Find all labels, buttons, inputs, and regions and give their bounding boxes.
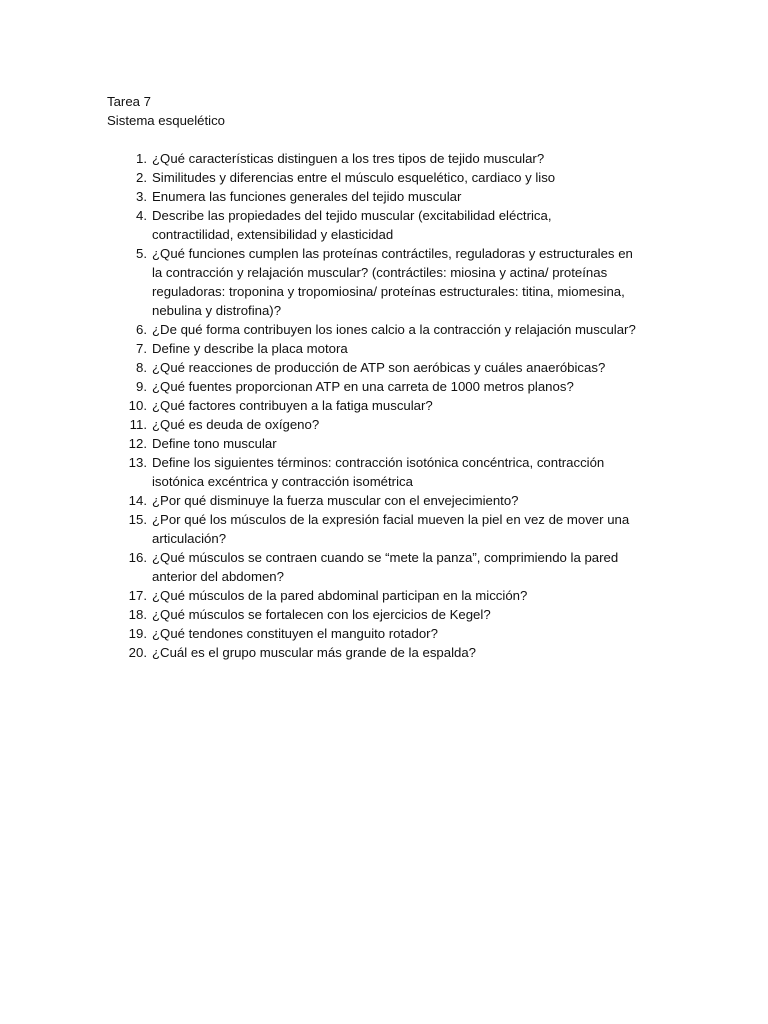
question-text: ¿Qué reacciones de producción de ATP son aeróbicas y cuáles anaeróbicas? (152, 360, 606, 375)
question-item (107, 377, 667, 396)
question-text-line: la contracción y relajación muscular? (contráctiles: miosina y actina/ proteínas (152, 265, 608, 280)
question-item (107, 320, 667, 339)
question-number: 9. (136, 379, 147, 394)
question-text-line: Describe las propiedades del tejido muscular (excitabilidad eléctrica, (152, 208, 552, 223)
question-text: ¿Qué fuentes proporcionan ATP en una carreta de 1000 metros planos? (152, 379, 574, 394)
question-item (107, 643, 667, 662)
question-text: ¿Por qué disminuye la fuerza muscular con el envejecimiento? (152, 493, 519, 508)
question-item (107, 434, 667, 453)
question-text-line: nebulina y distrofina)? (152, 303, 282, 318)
question-number: 18. (128, 607, 147, 622)
document-header (107, 92, 225, 130)
question-number: 4. (136, 208, 147, 223)
question-list (107, 149, 667, 662)
question-item (107, 510, 667, 548)
question-item (107, 415, 667, 434)
question-item (107, 244, 667, 320)
question-item (107, 491, 667, 510)
document-subtitle: Sistema esquelético (107, 113, 226, 128)
question-text-line: ¿Qué funciones cumplen las proteínas contráctiles, reguladoras y estructurales en (152, 246, 633, 261)
question-number: 11. (129, 417, 147, 432)
question-number: 12. (128, 436, 147, 451)
question-item (107, 149, 667, 168)
question-text: Define tono muscular (152, 436, 277, 451)
question-text-line: Define los siguientes términos: contracción isotónica concéntrica, contracción (152, 455, 605, 470)
question-text: Define y describe la placa motora (152, 341, 348, 356)
question-text-line: ¿Por qué los músculos de la expresión facial mueven la piel en vez de mover una (152, 512, 630, 527)
question-text-line: articulación? (152, 531, 227, 546)
question-number: 2. (136, 170, 147, 185)
document-title: Tarea 7 (107, 94, 151, 109)
question-text: Enumera las funciones generales del tejido muscular (152, 189, 462, 204)
question-item (107, 339, 667, 358)
question-item (107, 453, 667, 491)
question-text-line: contractilidad, extensibilidad y elasticidad (152, 227, 394, 242)
question-item (107, 548, 667, 586)
question-text: ¿Qué es deuda de oxígeno? (152, 417, 320, 432)
question-number: 16. (128, 550, 147, 565)
question-item (107, 187, 667, 206)
question-number: 10. (128, 398, 147, 413)
question-item (107, 586, 667, 605)
question-text: ¿Qué factores contribuyen a la fatiga muscular? (152, 398, 433, 413)
question-text-line: isotónica excéntrica y contracción isométrica (152, 474, 413, 489)
question-number: 6. (136, 322, 147, 337)
question-item (107, 206, 667, 244)
question-text: ¿De qué forma contribuyen los iones calcio a la contracción y relajación muscular? (152, 322, 636, 337)
question-text-line: anterior del abdomen? (152, 569, 284, 584)
question-number: 13. (128, 455, 147, 470)
question-number: 15. (128, 512, 147, 527)
question-text: Similitudes y diferencias entre el músculo esquelético, cardiaco y liso (152, 170, 556, 185)
question-number: 7. (136, 341, 147, 356)
question-number: 14. (128, 493, 147, 508)
question-item (107, 358, 667, 377)
question-number: 19. (128, 626, 147, 641)
question-number: 5. (136, 246, 147, 261)
question-text-line: reguladoras: troponina y tropomiosina/ proteínas estructurales: titina, miomesina, (152, 284, 625, 299)
question-text: ¿Qué músculos de la pared abdominal participan en la micción? (152, 588, 528, 603)
question-item (107, 396, 667, 415)
question-number: 20. (128, 645, 147, 660)
question-item (107, 605, 667, 624)
question-number: 8. (136, 360, 147, 375)
question-text: ¿Qué músculos se fortalecen con los ejercicios de Kegel? (152, 607, 491, 622)
question-item (107, 624, 667, 643)
question-text: ¿Qué características distinguen a los tres tipos de tejido muscular? (152, 151, 545, 166)
question-number: 3. (136, 189, 147, 204)
question-number: 1. (136, 151, 147, 166)
question-text: ¿Qué tendones constituyen el manguito rotador? (152, 626, 438, 641)
question-item (107, 168, 667, 187)
question-number: 17. (128, 588, 147, 603)
question-text-line: ¿Qué músculos se contraen cuando se “mete la panza”, comprimiendo la pared (152, 550, 619, 565)
question-text: ¿Cuál es el grupo muscular más grande de la espalda? (152, 645, 477, 660)
